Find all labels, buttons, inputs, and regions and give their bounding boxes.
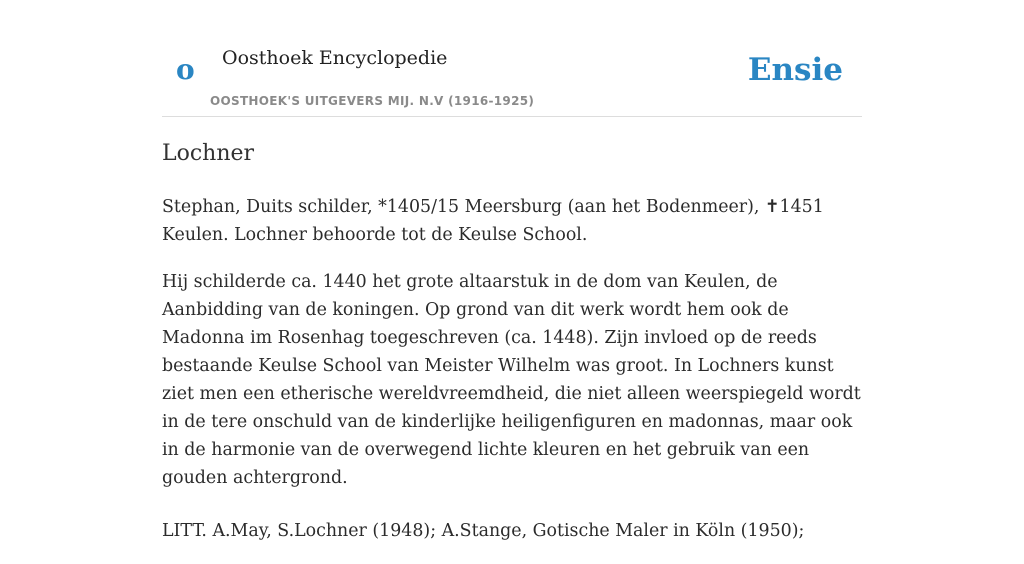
article-body bbox=[162, 136, 862, 564]
site-header bbox=[162, 0, 862, 117]
book-title-link[interactable]: Oosthoek Encyclopedie bbox=[222, 47, 448, 69]
literature-references: LITT. A.May, S.Lochner (1948); A.Stange, Gotische Maler in Köln (1950); bbox=[162, 521, 805, 541]
encyclopedia-logo-icon[interactable]: o bbox=[176, 53, 195, 86]
article-paragraph-2: Hij schilderde ca. 1440 het grote altaarstuk in de dom van Keulen, de Aanbidding van de koningen. Op grond van dit werk wordt hem ook de Madonna im Rosenhag toegeschreven (ca. 1448). Zijn invloed op de reeds bestaande Keulse School van Meister Wilhelm was groot. In Lochners kunst ziet men een etherische wereldvreemdheid, die niet alleen weerspiegeld wordt in de tere onschuld van de kinderlijke heiligenfiguren en madonnas, maar ook in de harmonie van de overwegend lichte kleuren en het gebruik van een gouden achtergrond. bbox=[162, 272, 861, 488]
article-paragraph-1: Stephan, Duits schilder, *1405/15 Meersburg (aan het Bodenmeer), ✝1451 Keulen. Lochner behoorde tot de Keulse School. bbox=[162, 197, 824, 245]
publisher-label: OOSTHOEK'S UITGEVERS MIJ. N.V (1916-1925) bbox=[210, 94, 535, 108]
ensie-logo-link[interactable]: Ensie bbox=[747, 52, 843, 88]
article-title: Lochner bbox=[162, 141, 255, 166]
